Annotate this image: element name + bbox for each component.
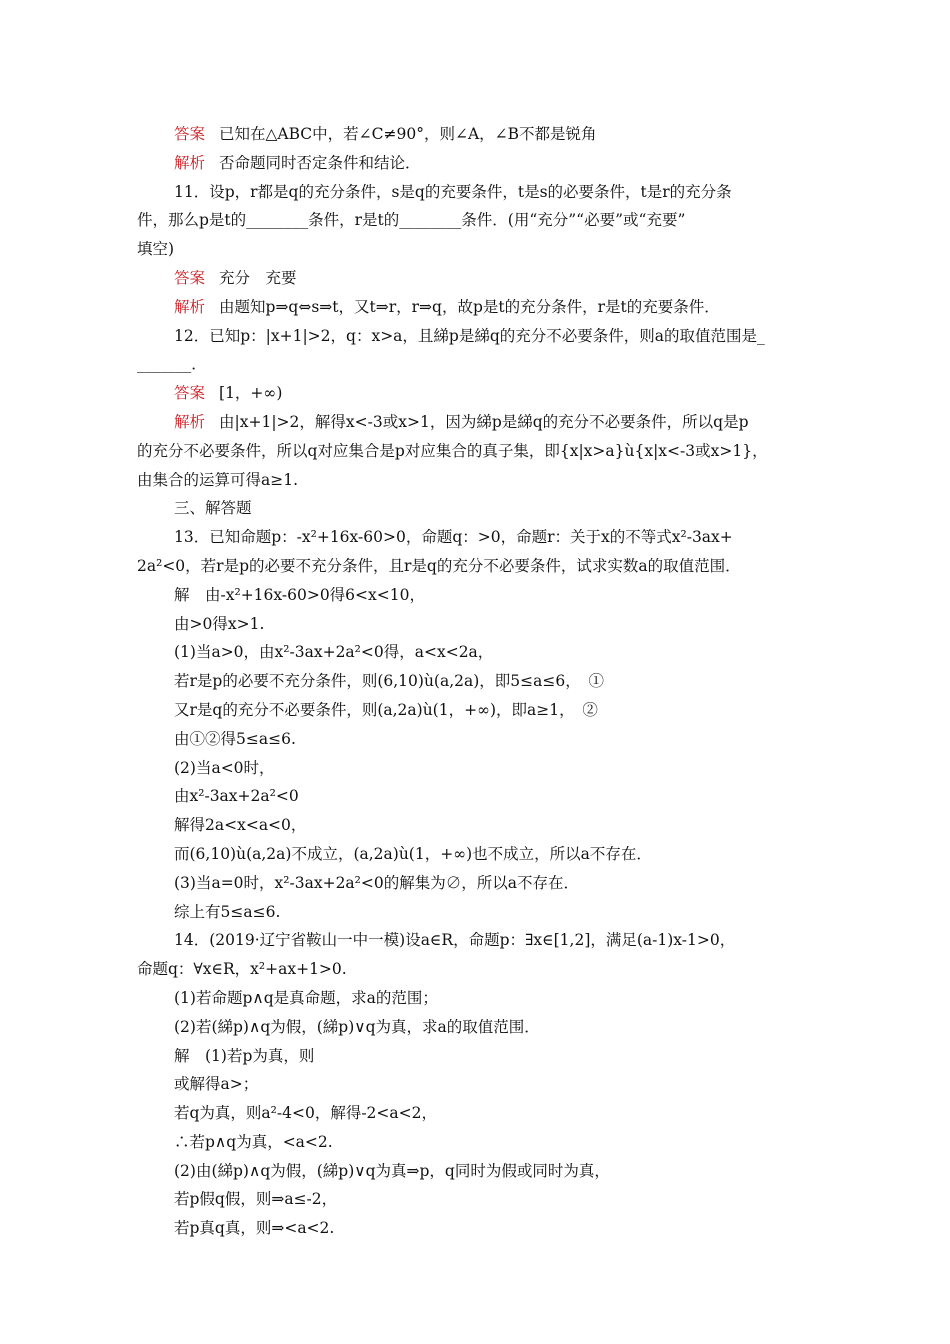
text-line: [137, 725, 817, 754]
text-line: [137, 408, 817, 437]
line-text: 由x²-3ax+2a²<0: [174, 787, 299, 806]
line-text: 11．设p，r都是q的充分条件，s是q的充要条件，t是s的必要条件，t是r的充分条: [174, 182, 732, 201]
text-line: [137, 667, 817, 696]
text-line: [137, 178, 817, 207]
line-text: 解得2a<x<a<0，: [174, 816, 307, 835]
text-line: [137, 1214, 817, 1243]
text-line: [137, 379, 817, 408]
line-text: (2)若(綈p)∧q为假，(綈p)∨q为真，求a的取值范围．: [174, 1017, 540, 1036]
line-text: 填空): [137, 240, 175, 259]
answer-label: 答案: [174, 384, 206, 403]
text-line: [137, 264, 817, 293]
line-text: 由集合的运算可得a≥1.: [137, 470, 299, 489]
text-line: [137, 581, 817, 610]
text-line: [137, 1128, 817, 1157]
text-line: [137, 466, 817, 495]
line-text: 的充分不必要条件，所以q对应集合是p对应集合的真子集，即{x|x>a}ù{x|x<-3或x>1}，: [137, 441, 768, 460]
analysis-label: 解析: [174, 153, 206, 172]
line-text: 13．已知命题p：-x²+16x-60>0，命题q：>0，命题r：关于x的不等式x²-3ax+: [174, 528, 733, 547]
text-line: [137, 322, 817, 351]
text-line: [137, 350, 817, 379]
line-text: 若r是p的必要不充分条件，则(6,10)ù(a,2a)，即5≤a≤6， ①: [174, 672, 604, 691]
text-line: [137, 1157, 817, 1186]
line-text: 14．(2019·辽宁省鞍山一中一模)设a∈R，命题p：∃x∈[1,2]，满足(a-1)x-1>0，: [174, 931, 736, 950]
line-text: 若p假q假，则⇒a≤-2，: [174, 1190, 338, 1209]
text-line: [137, 869, 817, 898]
text-line: [137, 1185, 817, 1214]
line-text: 或解得a>；: [174, 1075, 259, 1094]
text-line: [137, 696, 817, 725]
line-text: 解 由-x²+16x-60>0得6<x<10，: [174, 585, 425, 604]
text-line: [137, 984, 817, 1013]
answer-label: 答案: [174, 125, 206, 143]
text-line: [137, 955, 817, 984]
line-text: 12．已知p：|x+1|>2，q：x>a，且綈p是綈q的充分不必要条件，则a的取值范围是_: [174, 326, 765, 345]
line-text: 充分 充要: [219, 268, 297, 287]
line-text: (1)若命题p∧q是真命题，求a的范围；: [174, 988, 438, 1007]
line-text: (1)当a>0，由x²-3ax+2a²<0得，a<x<2a，: [174, 643, 494, 662]
text-line: [137, 552, 817, 581]
line-text: 解 (1)若p为真，则: [174, 1046, 315, 1065]
line-text: 命题q：∀x∈R，x²+ax+1>0.: [137, 960, 347, 979]
text-line: [137, 1042, 817, 1071]
text-line: [137, 610, 817, 639]
line-text: (3)当a=0时，x²-3ax+2a²<0的解集为∅，所以a不存在．: [174, 873, 579, 892]
text-line: [137, 754, 817, 783]
text-line: [137, 494, 817, 523]
line-text: 三、解答题: [174, 499, 252, 518]
analysis-label: 解析: [174, 297, 206, 316]
text-line: [137, 638, 817, 667]
line-text: (2)当a<0时，: [174, 758, 275, 777]
line-text: (2)由(綈p)∧q为假，(綈p)∨q为真⇒p，q同时为假或同时为真，: [174, 1161, 610, 1180]
line-text: 综上有5≤a≤6.: [174, 902, 281, 921]
text-line: [137, 1013, 817, 1042]
text-line: [137, 1070, 817, 1099]
text-line: [137, 120, 817, 149]
text-line: [137, 811, 817, 840]
text-line: [137, 840, 817, 869]
text-line: [137, 437, 817, 466]
document-body: [137, 120, 817, 1243]
text-line: [137, 293, 817, 322]
text-line: [137, 898, 817, 927]
line-text: 而(6,10)ù(a,2a)不成立，(a,2a)ù(1，+∞)也不成立，所以a不存在．: [174, 844, 652, 863]
line-text: 件，那么p是t的________条件，r是t的________条件．(用“充分”“必要”或“充要”: [137, 211, 686, 230]
line-text: ∴若p∧q为真，<a<2.: [174, 1132, 333, 1151]
line-text: 若p真q真，则⇒<a<2.: [174, 1219, 335, 1238]
text-line: [137, 1099, 817, 1128]
line-text: 由①②得5≤a≤6.: [174, 729, 296, 748]
answer-label: 答案: [174, 268, 206, 287]
text-line: [137, 149, 817, 178]
analysis-label: 解析: [174, 412, 206, 431]
text-line: [137, 235, 817, 264]
line-text: 否命题同时否定条件和结论．: [219, 153, 421, 172]
text-line: [137, 206, 817, 235]
line-text: _______．: [137, 355, 207, 374]
line-text: 由|x+1|>2，解得x<-3或x>1，因为綈p是綈q的充分不必要条件，所以q是p: [219, 412, 749, 431]
line-text: 由>0得x>1.: [174, 614, 265, 633]
line-text: 由题知p⇒q⇔s⇒t，又t⇒r，r⇒q，故p是t的充分条件，r是t的充要条件．: [219, 297, 720, 316]
line-text: 若q为真，则a²-4<0，解得-2<a<2，: [174, 1104, 438, 1123]
line-text: [1，+∞): [219, 384, 283, 403]
text-line: [137, 523, 817, 552]
text-line: [137, 926, 817, 955]
line-text: 已知在△ABC中，若∠C≠90°，则∠A，∠B不都是锐角: [219, 125, 597, 143]
text-line: [137, 782, 817, 811]
line-text: 又r是q的充分不必要条件，则(a,2a)ù(1，+∞)，即a≥1， ②: [174, 700, 598, 719]
line-text: 2a²<0，若r是p的必要不充分条件，且r是q的充分不必要条件，试求实数a的取值范围．: [137, 556, 741, 575]
